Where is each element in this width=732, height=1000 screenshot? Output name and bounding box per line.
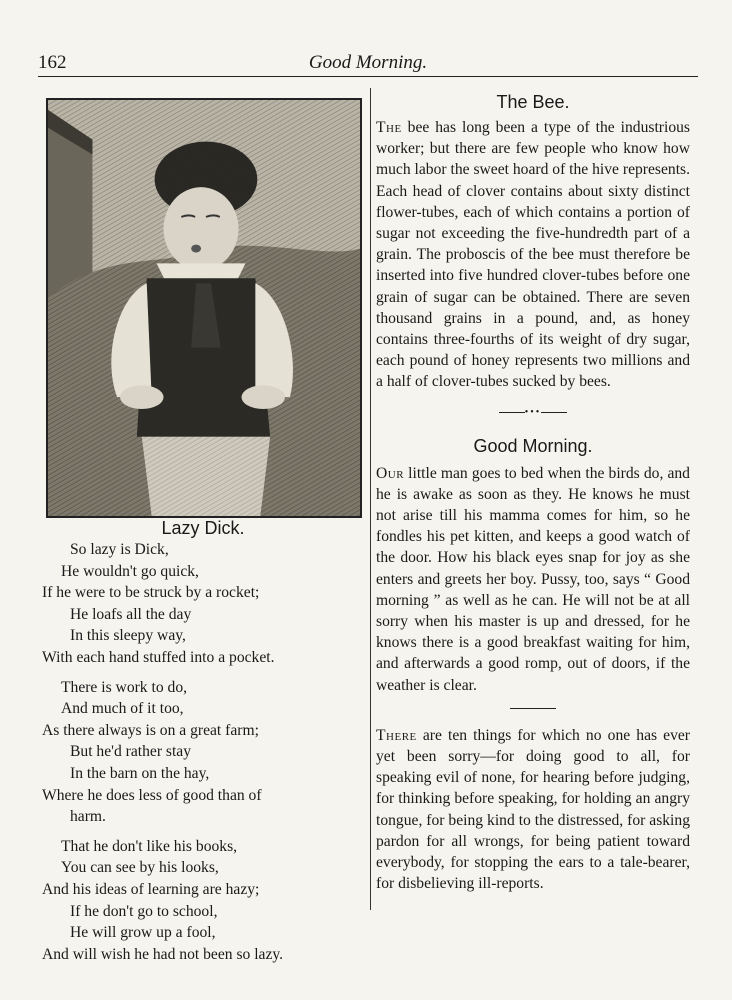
- paragraph-text: bee has long been a type of the industrious worker; but there are few people who know how much labor the sweet hoard of the hive represents. Each head of clover contains about sixty distinct flower-tubes, each of which contains a portion of sugar not exceeding the five-hundredth part of a grain. The proboscis of the bee must therefore be inserted into five hundred clover-tubes before one grain of sugar can be obtained. There are seven thousand grains in a pound, and, as honey contains three-fourths of its weight of dry sugar, each pound of honey represents two millions and a half of clover-tubes sucked by bees.: [376, 119, 690, 391]
- poem-line: If he don't go to school,: [70, 902, 218, 920]
- poem-stanza: [42, 539, 364, 669]
- article-paragraph: [376, 117, 690, 393]
- poem-line: But he'd rather stay: [70, 743, 192, 761]
- poem-stanza: [42, 836, 364, 966]
- poem-line: You can see by his looks,: [61, 859, 219, 877]
- poem-line: That he don't like his books,: [61, 837, 238, 855]
- poem-line: Where he does less of good than of: [42, 786, 262, 804]
- poem-line: If he were to be struck by a rocket;: [42, 584, 260, 602]
- poem-line: So lazy is Dick,: [70, 541, 169, 558]
- article-bee: [376, 117, 690, 393]
- article-ten-things: [376, 725, 690, 895]
- poem-line: He loafs all the day: [70, 605, 192, 623]
- article-paragraph: [376, 725, 690, 895]
- poem-line: In the barn on the hay,: [70, 764, 210, 782]
- article-title-morning: Good Morning.: [473, 435, 593, 456]
- poem-stanza: [42, 677, 364, 828]
- drop-lead: There: [376, 726, 417, 744]
- section-divider: [510, 708, 556, 709]
- page-header: [38, 50, 698, 77]
- poem-line: He will grow up a fool,: [70, 924, 216, 942]
- poem-lazy-dick: [42, 539, 364, 965]
- poem-line: He wouldn't go quick,: [61, 562, 199, 580]
- poem-line: With each hand stuffed into a pocket.: [42, 648, 275, 666]
- poem-line: There is work to do,: [61, 678, 188, 696]
- drop-lead: Our: [376, 464, 405, 482]
- section-ornament: •••: [376, 407, 690, 418]
- article-morning: [376, 463, 690, 696]
- poem-line: And his ideas of learning are hazy;: [42, 880, 260, 898]
- right-column: [376, 90, 690, 895]
- left-column: [42, 90, 364, 973]
- poem-line: harm.: [70, 808, 106, 826]
- poem-line: As there always is on a great farm;: [42, 721, 259, 739]
- drop-lead: The: [376, 119, 402, 136]
- illustration: [46, 98, 362, 518]
- paragraph-text: are ten things for which no one has ever yet been sorry—for doing good to all, for speaking evil of none, for hearing before judging, for thinking before speaking, for holding an angry tongue, for being kind to the distressed, for asking pardon for all wrongs, for being patient toward everybody, for stopping the ears to a tale-bearer, for disbelieving ill-reports.: [376, 726, 690, 893]
- poem-line: And will wish he had not been so lazy.: [42, 945, 284, 963]
- column-divider: [370, 88, 371, 910]
- paragraph-text: little man goes to bed when the birds do, and he is awake as soon as they. He knows he must not arise till his mamma comes for him, so he fondles his pet kitten, and keeps a good watch of the door. How his black eyes snap for joy as she enters and greets her boy. Pussy, too, says “ Good morning ” as well as he can. He will not be at all sorry when his master is up and dressed, for he knows there is a good breakfast waiting for him, and afterwards a good romp, out of doors, if the weather is clear.: [376, 464, 690, 694]
- poem-line: And much of it too,: [61, 700, 184, 718]
- poem-title: Lazy Dick.: [161, 518, 245, 538]
- boy-in-fur-cap-icon: [48, 100, 360, 516]
- article-title-bee: The Bee.: [496, 92, 570, 112]
- poem-line: In this sleepy way,: [70, 627, 186, 645]
- page-number: 162: [38, 52, 67, 73]
- running-title: Good Morning.: [308, 52, 428, 73]
- article-paragraph: [376, 463, 690, 696]
